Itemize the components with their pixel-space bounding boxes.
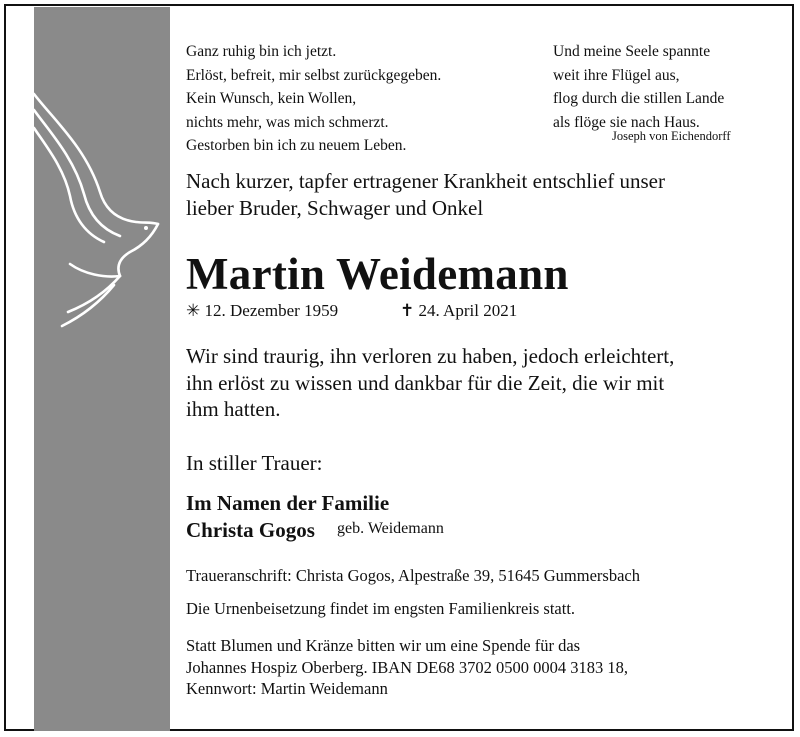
intro-text [186, 168, 746, 222]
urn-notice: Die Urnenbeisetzung findet im engsten Familienkreis statt. [186, 599, 576, 618]
message-line: Wir sind traurig, ihn verloren zu haben, jedoch erleichtert, [186, 344, 675, 368]
poem-line: Und meine Seele spannte [553, 43, 711, 60]
deceased-name: Martin Weidemann [186, 249, 569, 299]
intro-line: lieber Bruder, Schwager und Onkel [186, 196, 484, 220]
cross-icon: ✝ [400, 301, 415, 320]
intro-line: Nach kurzer, tapfer ertragener Krankheit entschlief unser [186, 169, 665, 193]
poem-right-column [553, 40, 724, 134]
poem-line: Kein Wunsch, kein Wollen, [186, 90, 357, 108]
poem-left-column [186, 40, 441, 158]
poem-author: Joseph von Eichendorff [612, 129, 731, 143]
poem-line: als flöge sie nach Haus. [553, 113, 700, 131]
message-line: ihm hatten. [186, 397, 281, 421]
poem-line: weit ihre Flügel aus, [553, 66, 680, 84]
poem-line: nichts mehr, was mich schmerzt. [186, 113, 389, 131]
family-line: Im Namen der Familie [186, 491, 390, 515]
mourning-address: Traueranschrift: Christa Gogos, Alpestraße 39, 51645 Gummersbach [186, 566, 640, 585]
poem-line: Erlöst, befreit, mir selbst zurückgegeben. [186, 66, 442, 84]
birth-date-value: 12. Dezember 1959 [204, 301, 339, 320]
star-icon: ✳ [186, 301, 201, 320]
poem-line: flog durch die stillen Lande [553, 90, 725, 108]
signer-name: Christa Gogos [186, 518, 315, 542]
donation-line: Kennwort: Martin Weidemann [186, 679, 388, 698]
message-line: ihn erlöst zu wissen und dankbar für die Zeit, die wir mit [186, 370, 665, 395]
donation-line: Statt Blumen und Kränze bitten wir um eine Spende für das [186, 636, 581, 655]
message-text [186, 343, 766, 423]
death-date-value: 24. April 2021 [418, 301, 518, 320]
birth-date [186, 301, 338, 321]
mourning-label: In stiller Trauer: [186, 451, 323, 475]
poem-line: Ganz ruhig bin ich jetzt. [186, 43, 337, 60]
donation-notice [186, 635, 766, 700]
signer-note: geb. Weidemann [337, 520, 444, 537]
donation-line: Johannes Hospiz Oberberg. IBAN DE68 3702 0500 0004 3183 18, [186, 657, 628, 677]
poem-line: Gestorben bin ich zu neuem Leben. [186, 137, 407, 155]
death-date [400, 301, 517, 321]
dove-icon [34, 80, 170, 340]
